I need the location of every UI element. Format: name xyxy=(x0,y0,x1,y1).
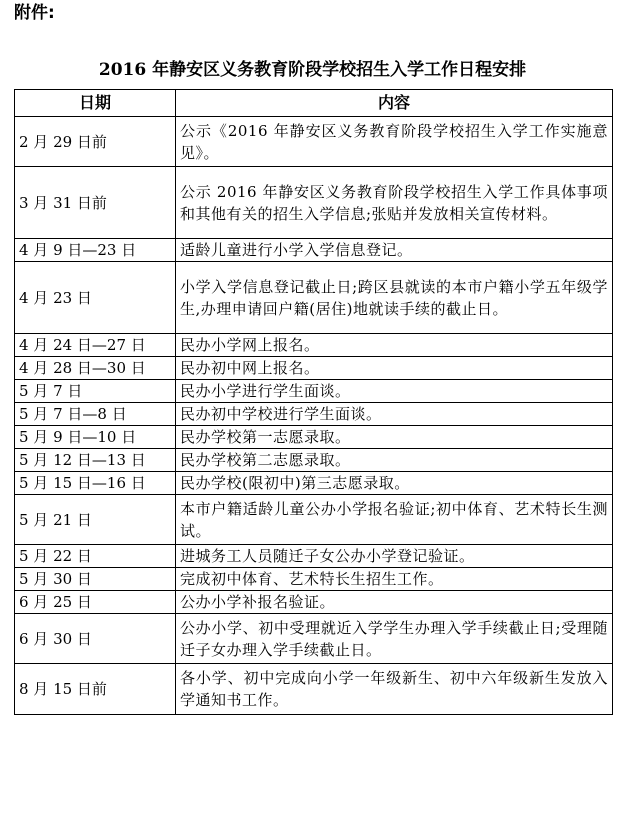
table-row xyxy=(15,568,613,591)
row-date: 5 月 21 日 xyxy=(15,495,176,545)
table-row xyxy=(15,167,613,239)
row-date: 2 月 29 日前 xyxy=(15,117,176,167)
row-content: 进城务工人员随迁子女公办小学登记验证。 xyxy=(176,545,613,568)
column-header-date: 日期 xyxy=(15,90,176,117)
row-date: 4 月 28 日—30 日 xyxy=(15,357,176,380)
row-content: 民办学校第二志愿录取。 xyxy=(176,449,613,472)
table-row xyxy=(15,545,613,568)
table-row xyxy=(15,334,613,357)
row-content: 本市户籍适龄儿童公办小学报名验证;初中体育、艺术特长生测试。 xyxy=(176,495,613,545)
table-row xyxy=(15,614,613,664)
row-date: 5 月 30 日 xyxy=(15,568,176,591)
row-date: 5 月 22 日 xyxy=(15,545,176,568)
table-header-row xyxy=(15,90,613,117)
table-row xyxy=(15,591,613,614)
row-content: 民办小学进行学生面谈。 xyxy=(176,380,613,403)
row-date: 4 月 9 日—23 日 xyxy=(15,239,176,262)
table-row xyxy=(15,262,613,334)
table-row xyxy=(15,664,613,715)
table-row xyxy=(15,495,613,545)
row-date: 6 月 30 日 xyxy=(15,614,176,664)
row-date: 5 月 12 日—13 日 xyxy=(15,449,176,472)
table-row xyxy=(15,380,613,403)
document-title: 2016 年静安区义务教育阶段学校招生入学工作日程安排 xyxy=(98,60,527,80)
table-row xyxy=(15,357,613,380)
row-content: 民办学校第一志愿录取。 xyxy=(176,426,613,449)
row-content: 民办小学网上报名。 xyxy=(176,334,613,357)
row-content: 适龄儿童进行小学入学信息登记。 xyxy=(176,239,613,262)
row-date: 8 月 15 日前 xyxy=(15,664,176,715)
schedule-table xyxy=(14,89,613,715)
row-date: 4 月 24 日—27 日 xyxy=(15,334,176,357)
row-content: 完成初中体育、艺术特长生招生工作。 xyxy=(176,568,613,591)
table-row xyxy=(15,426,613,449)
table-row xyxy=(15,403,613,426)
row-content: 小学入学信息登记截止日;跨区县就读的本市户籍小学五年级学生,办理申请回户籍(居住)地就读手续的截止日。 xyxy=(176,262,613,334)
row-date: 5 月 9 日—10 日 xyxy=(15,426,176,449)
row-date: 3 月 31 日前 xyxy=(15,167,176,239)
table-row xyxy=(15,239,613,262)
row-content: 民办学校(限初中)第三志愿录取。 xyxy=(176,472,613,495)
row-date: 5 月 15 日—16 日 xyxy=(15,472,176,495)
row-content: 民办初中网上报名。 xyxy=(176,357,613,380)
row-date: 4 月 23 日 xyxy=(15,262,176,334)
attachment-label: 附件: xyxy=(14,3,55,23)
row-content: 公示《2016 年静安区义务教育阶段学校招生入学工作实施意见》。 xyxy=(176,117,613,167)
table-row xyxy=(15,117,613,167)
row-content: 公办小学、初中受理就近入学学生办理入学手续截止日;受理随迁子女办理入学手续截止日。 xyxy=(176,614,613,664)
row-content: 公办小学补报名验证。 xyxy=(176,591,613,614)
row-date: 5 月 7 日 xyxy=(15,380,176,403)
column-header-content: 内容 xyxy=(176,90,613,117)
row-content: 各小学、初中完成向小学一年级新生、初中六年级新生发放入学通知书工作。 xyxy=(176,664,613,715)
table-row xyxy=(15,449,613,472)
row-date: 5 月 7 日—8 日 xyxy=(15,403,176,426)
table-row xyxy=(15,472,613,495)
row-content: 民办初中学校进行学生面谈。 xyxy=(176,403,613,426)
row-date: 6 月 25 日 xyxy=(15,591,176,614)
row-content: 公示 2016 年静安区义务教育阶段学校招生入学工作具体事项和其他有关的招生入学信息;张贴并发放相关宣传材料。 xyxy=(176,167,613,239)
